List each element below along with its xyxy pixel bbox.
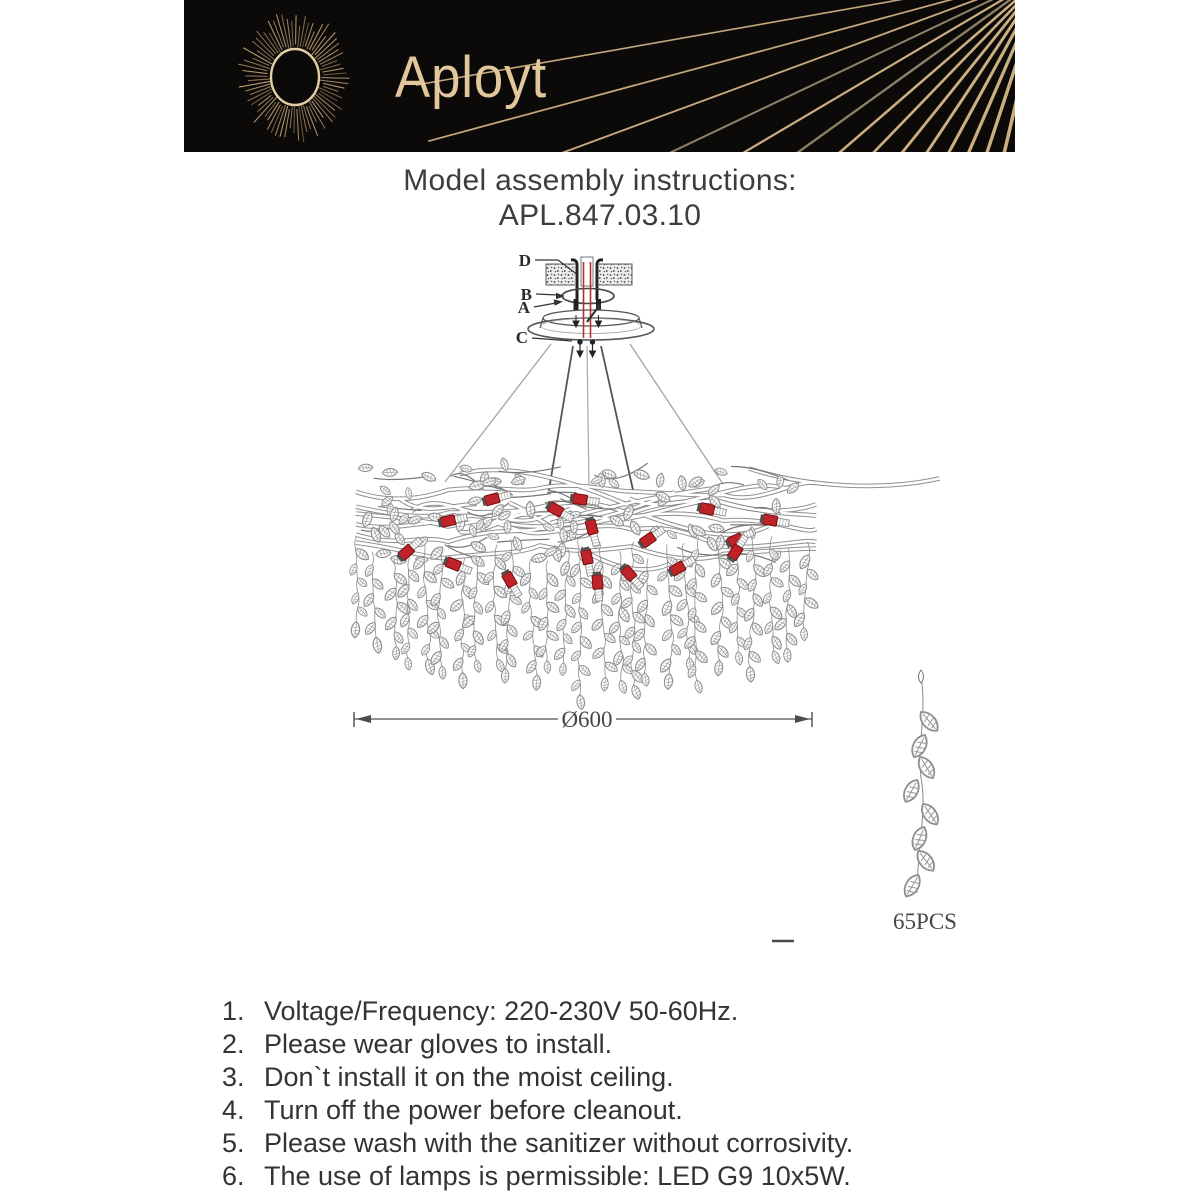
brand-name: Aployt (395, 45, 547, 110)
leader-a (534, 303, 556, 307)
chandelier-drawing (348, 457, 940, 710)
instructions-list (222, 995, 1072, 1193)
leader-b (536, 294, 558, 295)
title-line2: APL.847.03.10 (498, 199, 702, 232)
strand-leaves (900, 708, 942, 900)
instruction-number: 6. (222, 1161, 245, 1191)
g9-lamp (569, 493, 599, 507)
strand-hook (919, 670, 924, 683)
instruction-item (222, 1094, 1072, 1127)
instruction-number: 5. (222, 1128, 245, 1158)
strand-count-label: 65PCS (893, 909, 957, 934)
instruction-text: The use of lamps is permissible: LED G9 10x5W. (264, 1161, 851, 1191)
diameter-label: Ø600 (561, 707, 613, 732)
dim-arrow-left (356, 715, 371, 723)
instruction-text: Turn off the power before cleanout. (264, 1095, 683, 1125)
title-line1: Model assembly instructions: (403, 164, 797, 197)
instruction-number: 4. (222, 1095, 245, 1125)
instruction-text: Voltage/Frequency: 220-230V 50-60Hz. (264, 996, 739, 1026)
instruction-item (222, 1127, 1072, 1160)
dimension-line (354, 707, 812, 732)
instruction-number: 2. (222, 1029, 245, 1059)
instruction-number: 1. (222, 996, 245, 1026)
label-d: D (518, 251, 531, 270)
instruction-item (222, 1061, 1072, 1094)
instruction-item (222, 1028, 1072, 1061)
canopy-screw-head (597, 304, 601, 308)
leader-a-arrow (554, 300, 563, 306)
instruction-text: Please wear gloves to install. (264, 1029, 613, 1059)
dim-arrow-right (795, 715, 810, 723)
mounting-ring (562, 289, 614, 304)
label-c: C (515, 328, 528, 347)
leaf-strand-sample (893, 670, 957, 934)
instruction-item (222, 1160, 1072, 1193)
label-a: A (517, 298, 530, 317)
instruction-text: Please wash with the sanitizer without corrosivity. (264, 1128, 854, 1158)
instruction-number: 3. (222, 1062, 245, 1092)
instruction-text: Don`t install it on the moist ceiling. (264, 1062, 674, 1092)
canopy-bolts (577, 340, 596, 357)
ceiling-mount (528, 257, 654, 357)
label-b: B (520, 285, 532, 304)
instruction-item (222, 995, 1072, 1028)
